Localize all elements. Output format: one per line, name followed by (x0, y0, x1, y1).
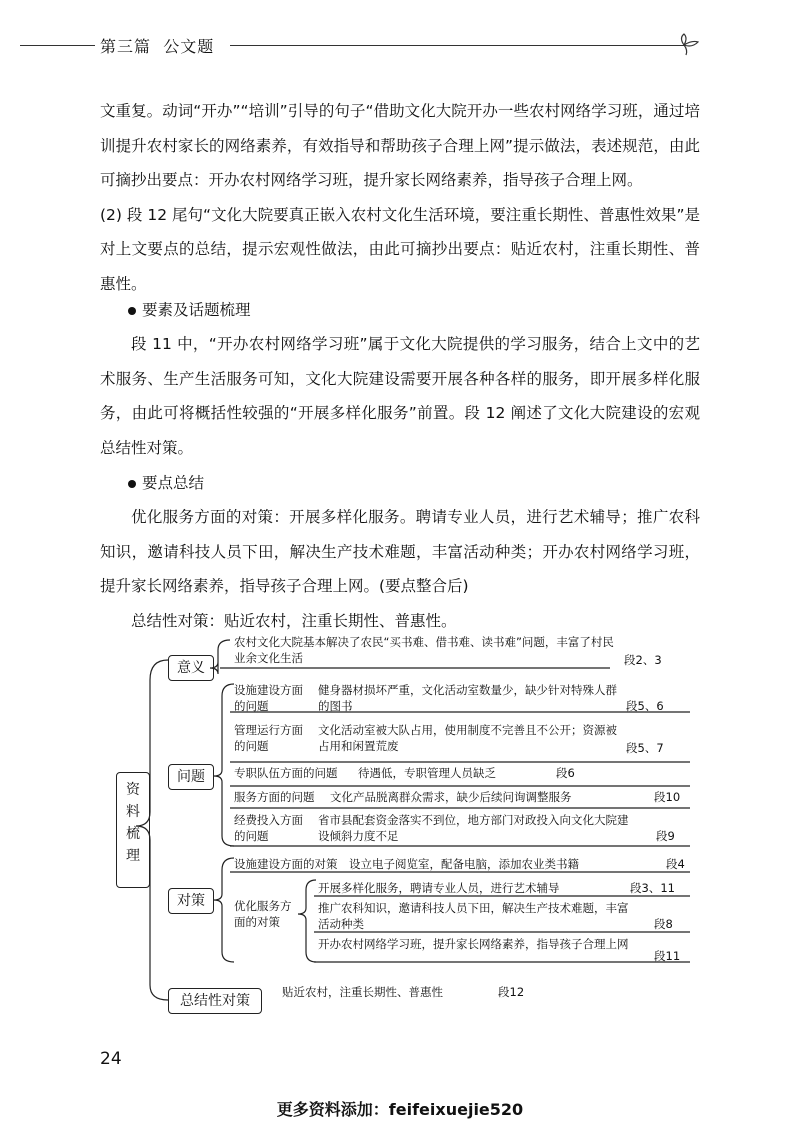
wenti-text: 文化产品脱离群众需求，缺少后续问询调整服务 (330, 790, 572, 804)
branch-wenti: 问题 (168, 764, 214, 790)
duice-sheshi-text: 设施建设方面的对策 设立电子阅览室，配备电脑，添加农业类书籍 (234, 857, 579, 871)
wenti-page-ref: 段5、7 (626, 741, 664, 755)
wenti-label: 经费投入方面的问题 (234, 813, 303, 843)
youhua-page-ref: 段3、11 (630, 881, 675, 895)
section-label: 第三篇 (100, 37, 152, 56)
wenti-text: 健身器材损坏严重，文化活动室数量少，缺少针对特殊人群的图书 (318, 683, 617, 713)
youhua-page-ref: 段11 (654, 949, 681, 963)
wenti-label: 专职队伍方面的问题 (234, 766, 338, 780)
youhua-item-text: 开展多样化服务，聘请专业人员，进行艺术辅导 (318, 881, 560, 895)
wenti-text: 文化活动室被大队占用，使用制度不完善且不公开；资源被占用和闲置荒废 (318, 723, 617, 753)
youhua-label: 优化服务方面的对策 (234, 899, 292, 929)
branch-zongjie: 总结性对策 (168, 988, 262, 1014)
bullet-heading-2: 要点总结 (128, 471, 204, 493)
yiyi-text: 农村文化大院基本解决了农民“买书难、借书难、读书难”问题，丰富了村民业余文化生活 (234, 635, 614, 665)
paragraph-1: 文重复。动词“开办”“培训”引导的句子“借助文化大院开办一些农村网络学习班，通过培训提升农村家长的网络素养，有效指导和帮助孩子合理上网”提示做法，表述规范，由此可摘抄出要点：开办农村网络学习班，提升家长网络素养，指导孩子合理上网。 (2) 段 12 尾句“文化大院要真正嵌入农村文化生活环境，要注重长期性、普惠性效果”是对上文要点的总结，提示宏观性做法，由此可摘抄出要点：贴近农村，注重长期性、普惠性。 (100, 102, 700, 293)
wenti-label: 服务方面的问题 (234, 790, 315, 804)
footer-text: 更多资料添加：feifeixuejie520 (276, 1100, 524, 1119)
wenti-text: 省市县配套资金落实不到位，地方部门对政投入向文化大院建设倾斜力度不足 (318, 813, 629, 843)
wenti-label: 管理运行方面的问题 (234, 723, 303, 753)
paragraph-4: 优化服务方面的对策：开展多样化服务。聘请专业人员，进行艺术辅导；推广农科知识，邀请科技人员下田，解决生产技术难题，丰富活动种类；开办农村网络学习班，提升家长网络素养，指导孩子合理上网。(要点整合后) 总结性对策：贴近农村，注重长期性、普惠性。 (100, 508, 700, 630)
branch-duice: 对策 (168, 888, 214, 914)
wenti-page-ref: 段5、6 (626, 699, 664, 713)
wenti-text: 待遇低，专职管理人员缺乏 (358, 766, 496, 780)
branch-yiyi: 意义 (168, 655, 214, 681)
wenti-page-ref: 段10 (654, 790, 681, 804)
yiyi-page-ref: 段2、3 (624, 653, 662, 667)
duice-sheshi-page-ref: 段4 (666, 857, 685, 871)
youhua-item-text: 开办农村网络学习班，提升家长网络素养，指导孩子合理上网 (318, 937, 629, 951)
page-number: 24 (100, 1049, 122, 1069)
bullet-heading-1: 要素及话题梳理 (128, 298, 251, 320)
wenti-page-ref: 段9 (656, 829, 675, 843)
zongjie-page-ref: 段12 (498, 985, 525, 999)
zongjie-text: 贴近农村，注重长期性、普惠性 (282, 985, 443, 999)
youhua-page-ref: 段8 (654, 917, 673, 931)
wenti-label: 设施建设方面的问题 (234, 683, 303, 713)
mindmap-root: 资料梳理 (116, 772, 150, 888)
chapter-title: 公文题 (163, 37, 215, 56)
wenti-page-ref: 段6 (556, 766, 575, 780)
paragraph-3: 段 11 中，“开办农村网络学习班”属于文化大院提供的学习服务，结合上文中的艺术服务、生产生活服务可知，文化大院建设需要开展各种各样的服务，即开展多样化服务，由此可将概括性较强的“开展多样化服务”前置。段 12 阐述了文化大院建设的宏观总结性对策。 (100, 335, 700, 457)
youhua-item-text: 推广农科知识，邀请科技人员下田，解决生产技术难题，丰富活动种类 (318, 901, 629, 931)
